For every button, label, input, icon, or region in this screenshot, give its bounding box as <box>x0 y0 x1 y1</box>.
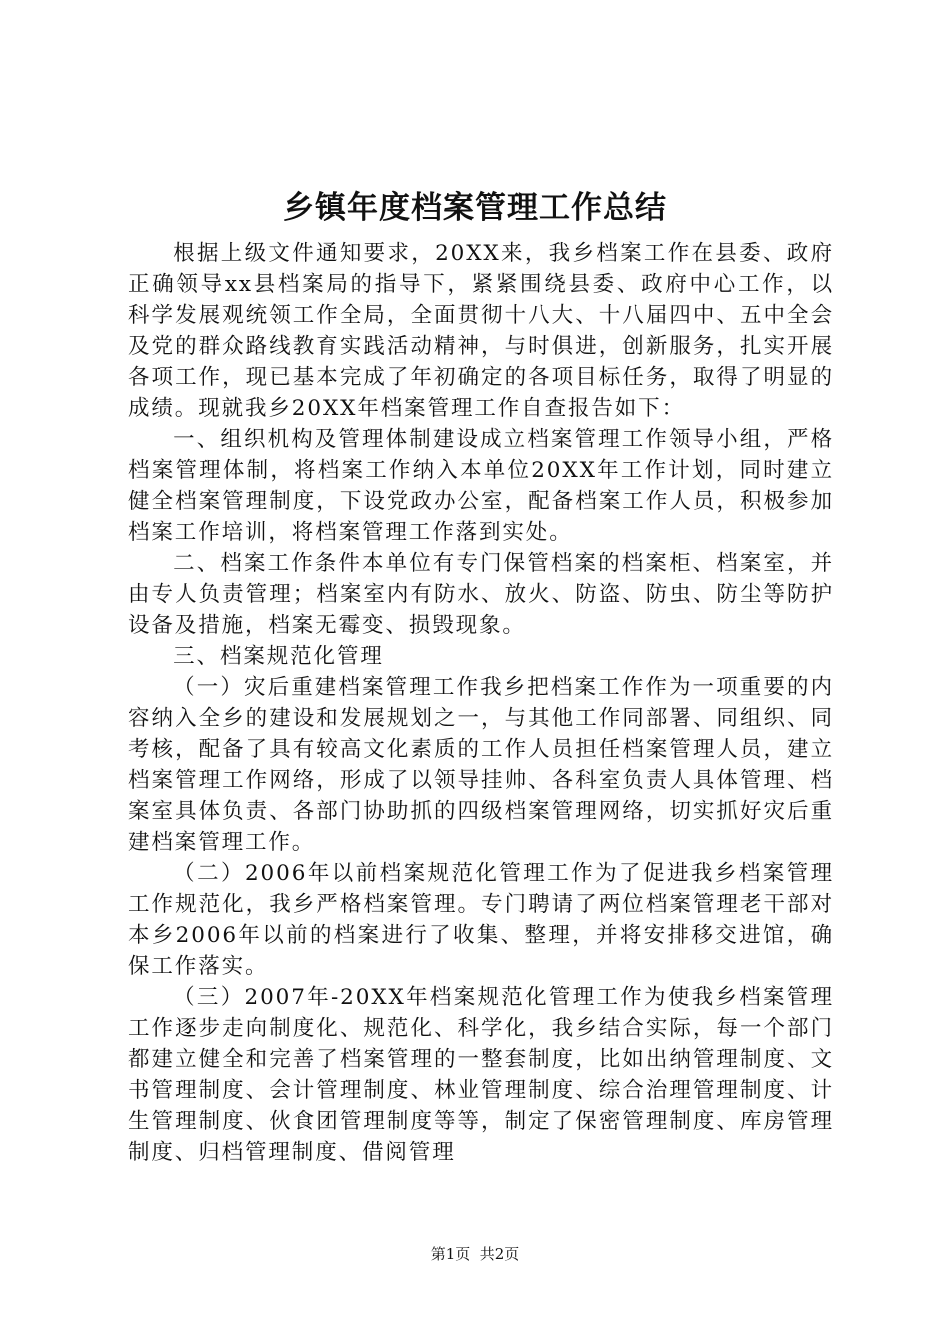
paragraph-section-3-heading: 三、档案规范化管理 <box>173 644 384 669</box>
paragraph-intro: 根据上级文件通知要求，20XX来，我乡档案工作在县委、政府正确领导xx县档案局的指导下，紧紧围绕县委、政府中心工作，以科学发展观统领工作全局，全面贯彻十八大、十八届四中、五中全会及党的群众路线教育实践活动精神，与时俱进，创新服务，扎实开展各项工作，现已基本完成了年初确定的各项目标任务，取得了明显的成绩。现就我乡20XX年档案管理工作自查报告如下： <box>128 241 834 421</box>
page-number-footer: 第1页 共2页 <box>430 1245 520 1263</box>
paragraph-subsection-3: （三）2007年-20XX年档案规范化管理工作为使我乡档案管理工作逐步走向制度化、规范化、科学化，我乡结合实际，每一个部门都建立健全和完善了档案管理的一整套制度，比如出纳管理制度、文书管理制度、会计管理制度、林业管理制度、综合治理管理制度、计生管理制度、伙食团管理制度等等，制定了保密管理制度、库房管理制度、归档管理制度、借阅管理 <box>128 985 834 1165</box>
document-body <box>128 238 834 1168</box>
paragraph-section-1: 一、组织机构及管理体制建设成立档案管理工作领导小组，严格档案管理体制，将档案工作纳入本单位20XX年工作计划，同时建立健全档案管理制度，下设党政办公室，配备档案工作人员，积极参加档案工作培训，将档案管理工作落到实处。 <box>128 427 834 545</box>
paragraph-section-2: 二、档案工作条件本单位有专门保管档案的档案柜、档案室，并由专人负责管理；档案室内有防水、放火、防盗、防虫、防尘等防护设备及措施，档案无霉变、损毁现象。 <box>128 551 834 638</box>
document-title: 乡镇年度档案管理工作总结 <box>283 190 667 226</box>
paragraph-subsection-1: （一）灾后重建档案管理工作我乡把档案工作作为一项重要的内容纳入全乡的建设和发展规划之一，与其他工作同部署、同组织、同考核，配备了具有较高文化素质的工作人员担任档案管理人员，建立档案管理工作网络，形成了以领导挂帅、各科室负责人具体管理、档案室具体负责、各部门协助抓的四级档案管理网络，切实抓好灾后重建档案管理工作。 <box>128 675 834 855</box>
paragraph-subsection-2: （二）2006年以前档案规范化管理工作为了促进我乡档案管理工作规范化，我乡严格档案管理。专门聘请了两位档案管理老干部对本乡2006年以前的档案进行了收集、整理，并将安排移交进馆，确保工作落实。 <box>128 861 834 979</box>
